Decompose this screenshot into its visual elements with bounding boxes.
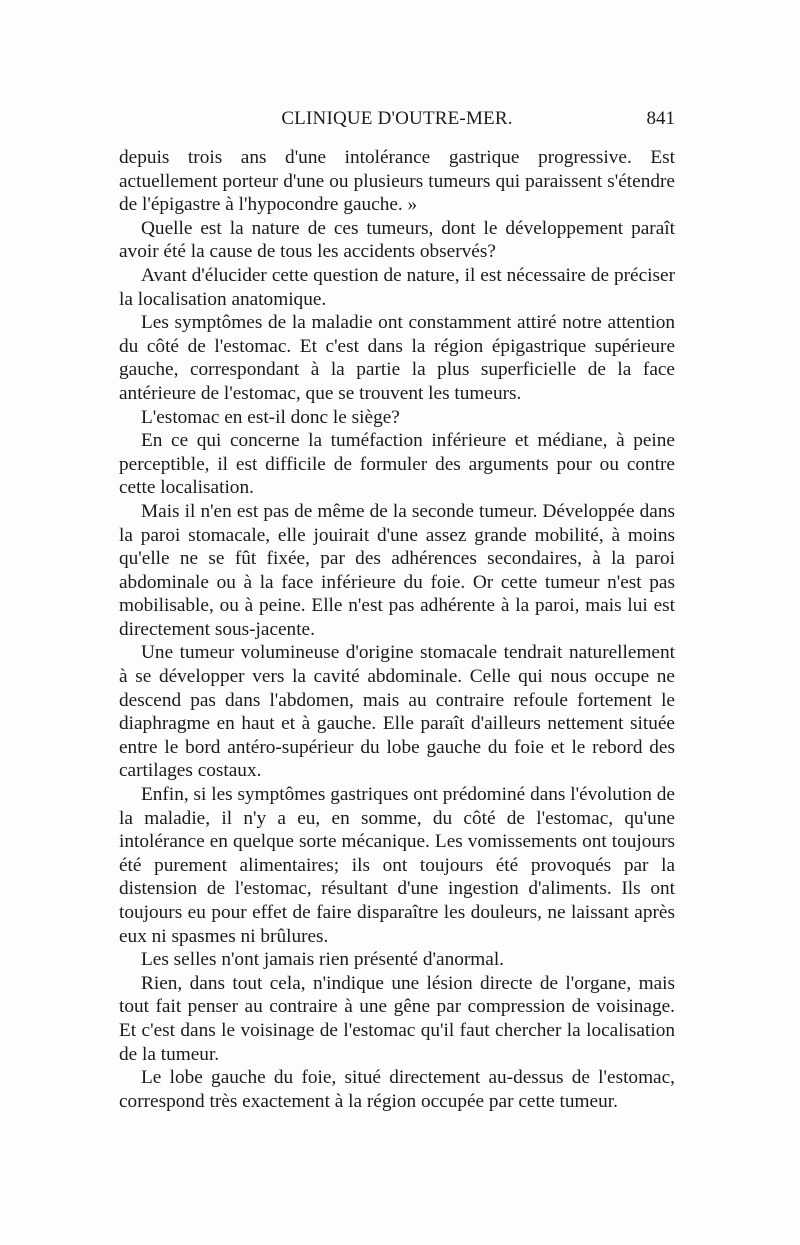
page-number: 841 [646, 108, 675, 129]
paragraph-second-tumor: Mais il n'en est pas de même de la seconde tumeur. Développée dans la paroi stomacale, elle jouirait d'une assez grande mobilité, à moins qu'elle ne se fût fixée, par des adhérences secondaires, à la paroi abdominale ou à la face inférieure du foie. Or cette tumeur n'est pas mobilisable, ou à peine. Elle n'est pas adhérente à la paroi, mais lui est directement sous-jacente. [119, 500, 675, 640]
paragraph-localisation: Avant d'élucider cette question de nature, il est nécessaire de préciser la localisation anatomique. [119, 264, 675, 310]
paragraph-continuation: depuis trois ans d'une intolérance gastrique progressive. Est actuellement porteur d'une ou plusieurs tumeurs qui paraissent s'étendre de l'épigastre à l'hypocondre gauche. » [119, 147, 675, 216]
paragraph-voluminous-tumor: Une tumeur volumineuse d'origine stomacale tendrait naturellement à se développer vers la cavité abdominale. Celle qui nous occupe ne descend pas dans l'abdomen, mais au contraire refoule fortement le diaphragme en haut et à gauche. Elle paraît d'ailleurs nettement située entre le bord antéro-supérieur du lobe gauche du foie et le rebord des cartilages costaux. [119, 642, 675, 782]
body-text [119, 146, 675, 1113]
paragraph-nature-question: Quelle est la nature de ces tumeurs, dont le développement paraît avoir été la cause de tous les accidents observés? [119, 217, 675, 263]
running-title: CLINIQUE D'OUTRE-MER. [281, 108, 513, 129]
paragraph-stomach-question: L'estomac en est-il donc le siège? [141, 406, 400, 428]
paragraph-left-lobe: Le lobe gauche du foie, situé directement au-dessus de l'estomac, correspond très exactement à la région occupée par cette tumeur. [119, 1067, 675, 1112]
paragraph-lower-tumefaction: En ce qui concerne la tuméfaction inférieure et médiane, à peine perceptible, il est difficile de formuler des arguments pour ou contre cette localisation. [119, 430, 675, 499]
paragraph-stools: Les selles n'ont jamais rien présenté d'anormal. [141, 949, 505, 971]
paragraph-compression: Rien, dans tout cela, n'indique une lésion directe de l'organe, mais tout fait penser au contraire à une gêne par compression de voisinage. Et c'est dans le voisinage de l'estomac qu'il faut chercher la localisation de la tumeur. [119, 972, 675, 1065]
paragraph-gastric-symptoms: Enfin, si les symptômes gastriques ont prédominé dans l'évolution de la maladie, il n'y a eu, en somme, du côté de l'estomac, qu'une intolérance en quelque sorte mécanique. Les vomissements ont toujours été purement alimentaires; ils ont toujours été provoqués par la distension de l'estomac, résultant d'une ingestion d'aliments. Ils ont toujours eu pour effet de faire disparaître les douleurs, ne laissant après eux ni spasmes ni brûlures. [119, 784, 675, 947]
running-head [119, 108, 675, 134]
paragraph-symptoms: Les symptômes de la maladie ont constamment attiré notre attention du côté de l'estomac. Et c'est dans la région épigastrique supérieure gauche, correspondant à la partie la plus superficielle de la face antérieure de l'estomac, que se trouvent les tumeurs. [119, 312, 675, 404]
